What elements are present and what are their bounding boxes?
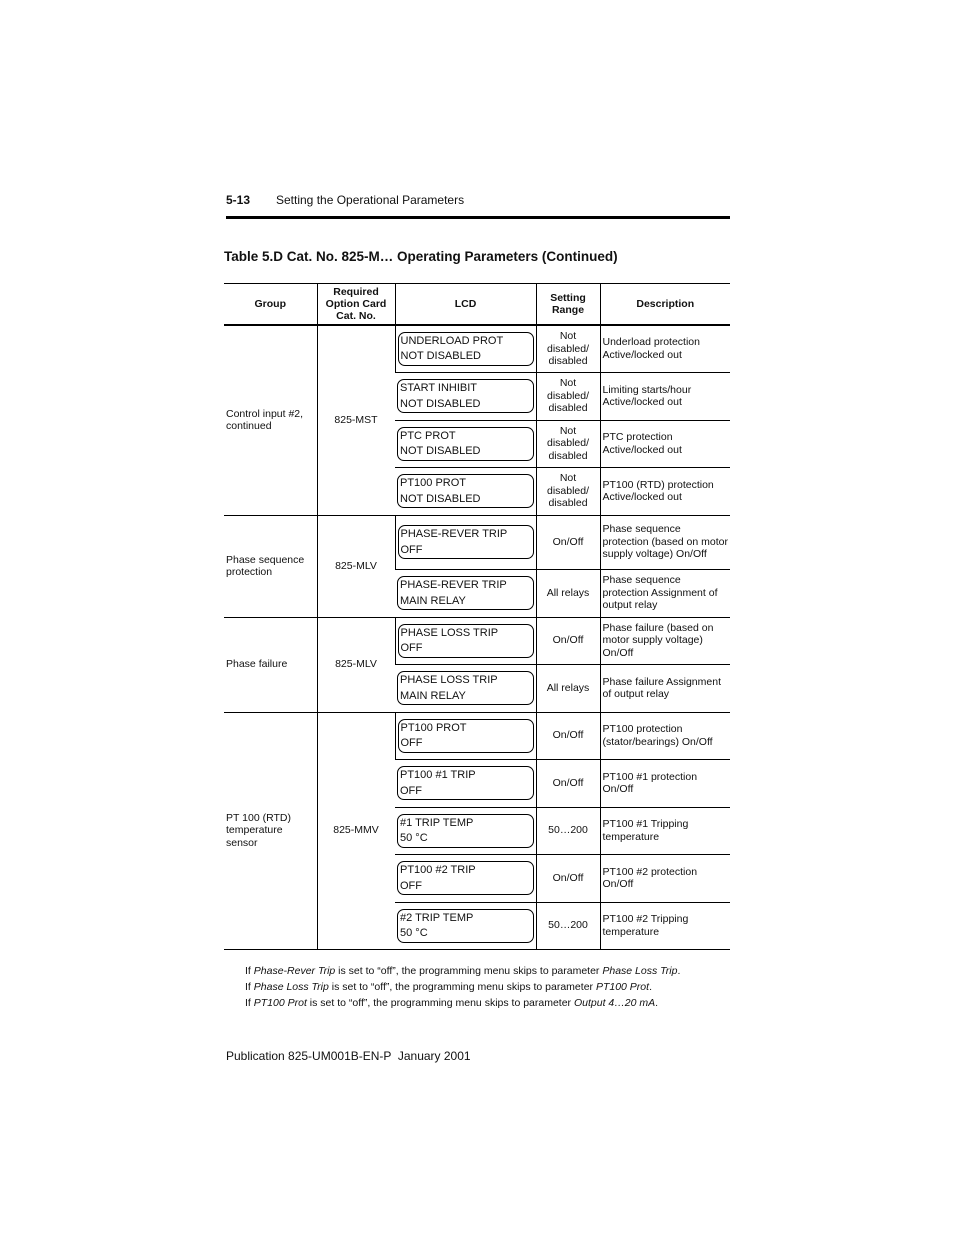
column-header-description: Description (600, 284, 730, 326)
range-cell: On/Off (536, 854, 600, 902)
description-cell: PT100 #2 Tripping temperature (600, 902, 730, 949)
range-cell: On/Off (536, 712, 600, 759)
footnote-text: is set to “off”, the programming menu skips to parameter (335, 965, 603, 977)
lcd-line-2: NOT DISABLED (400, 350, 481, 363)
lcd-display (397, 766, 534, 800)
lcd-display (397, 861, 534, 895)
lcd-display (397, 427, 534, 461)
column-header-lcd: LCD (395, 284, 536, 326)
lcd-cell (395, 854, 536, 902)
table-header-row (224, 284, 730, 326)
lcd-line-2: NOT DISABLED (400, 492, 481, 505)
lcd-cell (395, 664, 536, 712)
range-cell: Not disabled/ disabled (536, 420, 600, 467)
lcd-line-1: PT100 #2 TRIP (400, 864, 476, 876)
range-cell: On/Off (536, 515, 600, 569)
lcd-cell (395, 759, 536, 807)
parameters-table (224, 283, 730, 950)
lcd-line-2: OFF (400, 642, 423, 654)
footnote-param: Phase Loss Trip (602, 965, 678, 977)
range-cell: On/Off (536, 617, 600, 664)
lcd-line-2: NOT DISABLED (400, 397, 481, 410)
lcd-display (398, 525, 534, 559)
footnote-text: is set to “off”, the programming menu skips to parameter (306, 996, 574, 1009)
footnote-param: Phase-Rever Trip (253, 965, 336, 977)
lcd-display (398, 332, 534, 366)
range-cell: 50…200 (536, 807, 600, 854)
table-title: Table 5.D Cat. No. 825-M… Operating Parameters (Continued) (224, 249, 618, 264)
range-cell: Not disabled/ disabled (536, 325, 600, 372)
description-cell: PT100 (RTD) protection Active/locked out (600, 467, 730, 515)
table-row (224, 515, 730, 569)
lcd-line-1: PT100 PROT (400, 477, 467, 489)
lcd-line-2: OFF (400, 737, 423, 749)
lcd-line-1: PTC PROT (400, 429, 456, 442)
description-cell: PT100 #1 Tripping temperature (600, 807, 730, 854)
lcd-display (397, 671, 534, 705)
footnote-param: PT100 Prot (595, 980, 650, 993)
footnote-text: If (245, 980, 254, 993)
lcd-cell (395, 515, 536, 569)
range-cell: 50…200 (536, 902, 600, 949)
footnote-text: is set to “off”, the programming menu skips to parameter (328, 980, 596, 993)
footnote-param: PT100 Prot (253, 996, 307, 1009)
description-cell: Limiting starts/hour Active/locked out (600, 372, 730, 420)
lcd-line-1: #1 TRIP TEMP (400, 816, 474, 829)
column-header-group: Group (224, 284, 317, 326)
card-cell: 825-MMV (317, 712, 395, 949)
description-cell: PT100 protection (stator/bearings) On/Off (600, 712, 730, 759)
lcd-cell (395, 372, 536, 420)
section-title: Setting the Operational Parameters (276, 193, 465, 207)
group-cell: Phase sequence protection (224, 515, 317, 617)
lcd-line-2: MAIN RELAY (400, 594, 466, 607)
lcd-display (397, 909, 534, 943)
lcd-line-1: PT100 PROT (400, 721, 467, 734)
group-cell: Control input #2, continued (224, 325, 317, 515)
lcd-line-2: OFF (400, 784, 422, 797)
lcd-display (397, 379, 534, 413)
table-row (224, 712, 730, 759)
lcd-cell (395, 569, 536, 617)
card-cell: 825-MLV (317, 515, 395, 617)
lcd-line-1: #2 TRIP TEMP (400, 911, 474, 924)
page-header (226, 192, 730, 219)
table-row (224, 617, 730, 664)
card-cell: 825-MST (317, 325, 395, 515)
column-header-card: Required Option Card Cat. No. (317, 284, 395, 326)
table-row (224, 325, 730, 372)
publication-footer: Publication 825-UM001B-EN-P January 2001 (226, 1049, 471, 1063)
group-cell: PT 100 (RTD) temperature sensor (224, 712, 317, 949)
lcd-cell (395, 325, 536, 372)
footnote (245, 980, 680, 996)
page-number: 5-13 (226, 193, 251, 207)
lcd-line-1: PHASE LOSS TRIP (400, 626, 499, 639)
footnote-text: . (677, 965, 681, 977)
column-header-range: Setting Range (536, 284, 600, 326)
footnote-text: . (649, 980, 652, 993)
footnote (245, 996, 680, 1012)
lcd-line-1: PHASE LOSS TRIP (400, 674, 498, 686)
lcd-line-1: UNDERLOAD PROT (400, 334, 504, 347)
group-cell: Phase failure (224, 617, 317, 712)
footnote-param: Phase Loss Trip (253, 980, 329, 993)
lcd-display (397, 576, 534, 610)
range-cell: Not disabled/ disabled (536, 467, 600, 515)
lcd-display (397, 474, 534, 508)
lcd-line-1: PHASE-REVER TRIP (400, 579, 507, 591)
range-cell: All relays (536, 569, 600, 617)
footnote (245, 964, 680, 980)
lcd-line-2: NOT DISABLED (400, 445, 481, 457)
footnotes (245, 964, 680, 1011)
lcd-display (397, 814, 534, 848)
card-cell: 825-MLV (317, 617, 395, 712)
lcd-line-1: START INHIBIT (400, 382, 478, 394)
lcd-line-2: 50 °C (400, 927, 428, 939)
lcd-line-2: OFF (400, 543, 423, 556)
lcd-display (398, 719, 534, 753)
range-cell: On/Off (536, 759, 600, 807)
footnote-text: If (245, 965, 254, 977)
footnote-param: Output 4…20 mA (573, 996, 656, 1009)
lcd-cell (395, 617, 536, 664)
footnote-text: . (655, 996, 659, 1009)
description-cell: Underload protection Active/locked out (600, 325, 730, 372)
description-cell: Phase sequence protection Assignment of output relay (600, 569, 730, 617)
range-cell: Not disabled/ disabled (536, 372, 600, 420)
lcd-line-1: PT100 #1 TRIP (400, 769, 476, 781)
lcd-line-2: OFF (400, 879, 422, 892)
description-cell: Phase failure Assignment of output relay (600, 664, 730, 712)
range-cell: All relays (536, 664, 600, 712)
description-cell: Phase sequence protection (based on motor supply voltage) On/Off (600, 515, 730, 569)
lcd-cell (395, 807, 536, 854)
footnote-text: If (245, 996, 254, 1009)
lcd-cell (395, 420, 536, 467)
description-cell: PTC protection Active/locked out (600, 420, 730, 467)
lcd-display (398, 624, 534, 658)
description-cell: PT100 #1 protection On/Off (600, 759, 730, 807)
lcd-line-2: MAIN RELAY (400, 689, 466, 702)
lcd-cell (395, 712, 536, 759)
lcd-line-2: 50 °C (400, 832, 428, 844)
lcd-cell (395, 467, 536, 515)
lcd-line-1: PHASE-REVER TRIP (400, 528, 508, 540)
description-cell: Phase failure (based on motor supply voltage) On/Off (600, 617, 730, 664)
description-cell: PT100 #2 protection On/Off (600, 854, 730, 902)
lcd-cell (395, 902, 536, 949)
